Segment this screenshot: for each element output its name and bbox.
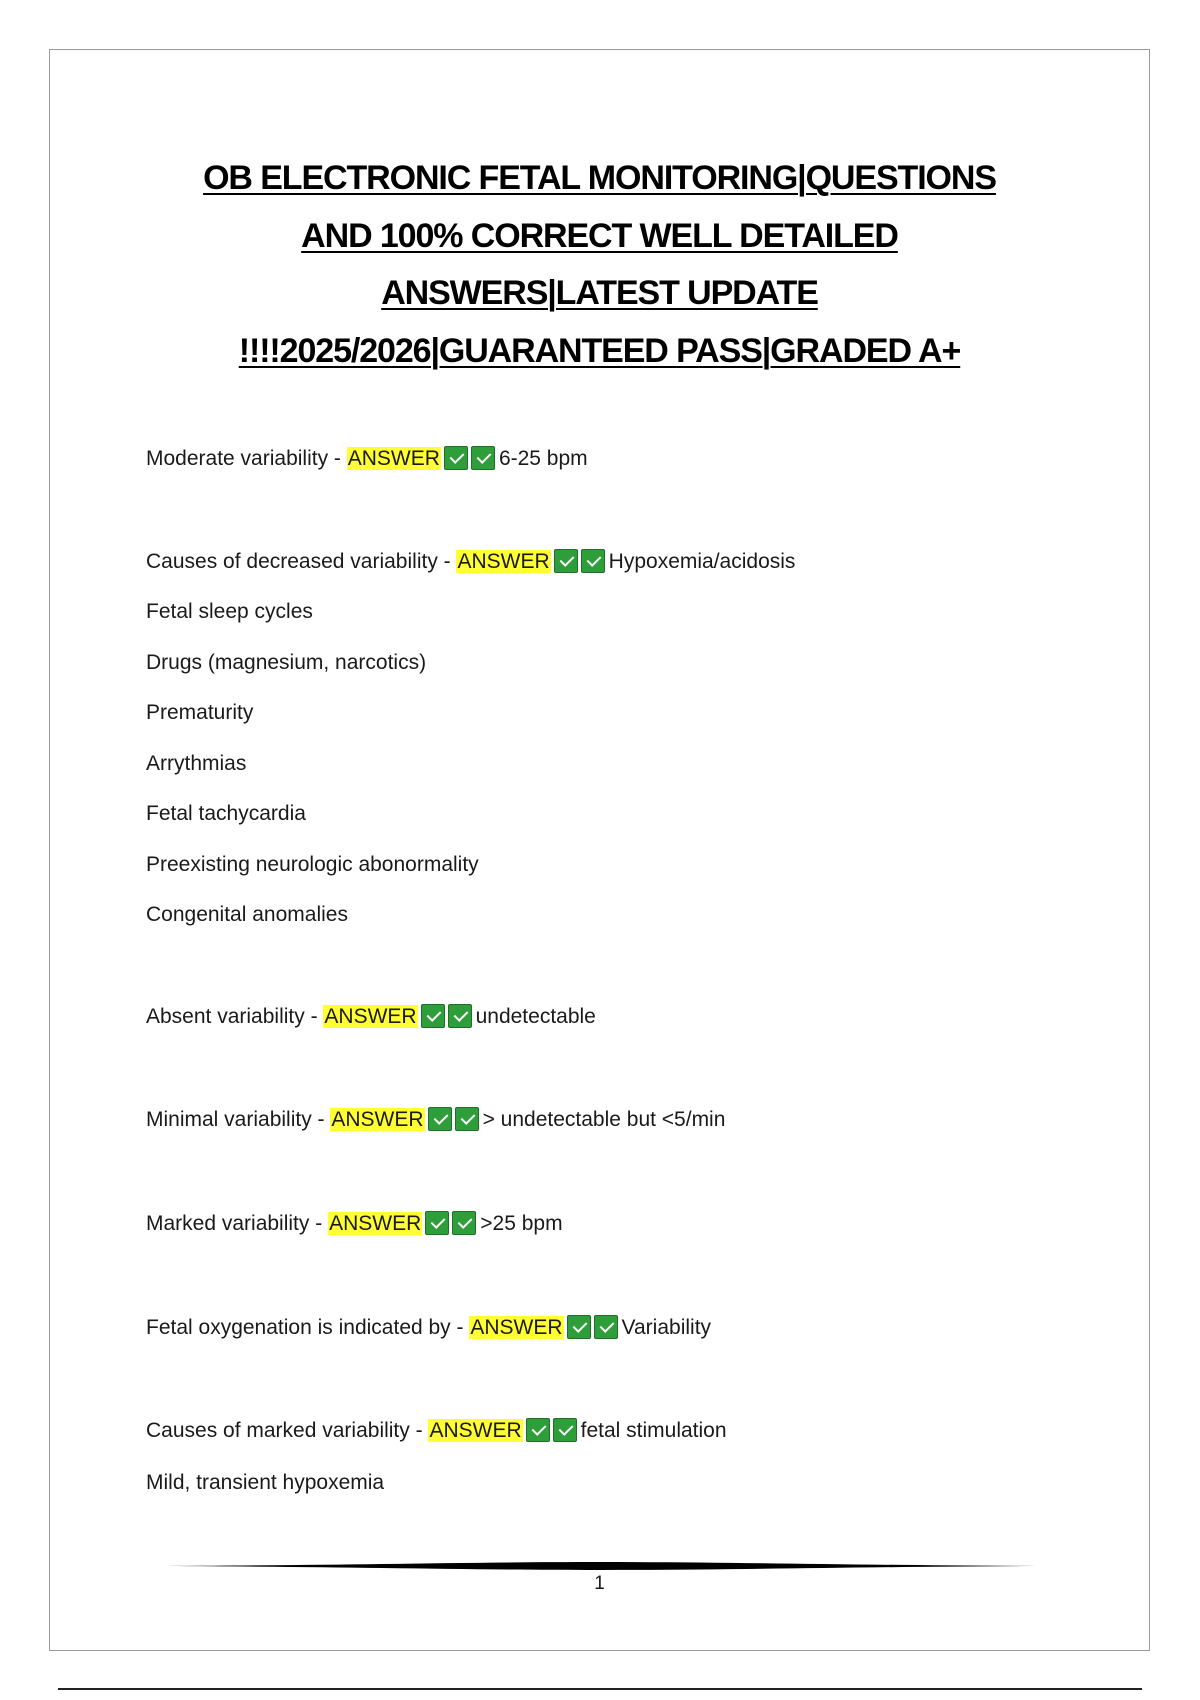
qa-entry <box>146 1106 725 1134</box>
qa-entry <box>146 1417 727 1445</box>
qa-entry <box>146 1314 711 1342</box>
title-line-2: AND 100% CORRECT WELL DETAILED <box>301 216 898 255</box>
question-text: Absent variability - <box>146 1005 324 1028</box>
check-mark-icon <box>455 1107 479 1131</box>
check-mark-icon <box>554 549 578 573</box>
answer-text: > undetectable but <5/min <box>482 1108 726 1131</box>
check-mark-icon <box>471 446 495 470</box>
question-text: Causes of marked variability - <box>146 1419 429 1442</box>
document-page <box>49 49 1150 1651</box>
answer-continuation-line: Fetal tachycardia <box>146 802 306 825</box>
answer-continuation-line: Mild, transient hypoxemia <box>146 1471 385 1494</box>
question-text: Causes of decreased variability - <box>146 550 457 573</box>
answer-text: Variability <box>621 1316 712 1339</box>
answer-text: Hypoxemia/acidosis <box>608 550 796 573</box>
answer-text: undetectable <box>475 1005 596 1028</box>
answer-continuation-line: Drugs (magnesium, narcotics) <box>146 651 427 674</box>
check-mark-icon <box>425 1211 449 1235</box>
answer-text: 6-25 bpm <box>498 447 588 470</box>
document-title <box>50 150 1149 380</box>
check-mark-icon <box>421 1004 445 1028</box>
title-line-3: ANSWERS|LATEST UPDATE <box>381 274 818 312</box>
answer-label: ANSWER <box>470 1316 563 1339</box>
answer-label: ANSWER <box>324 1005 417 1028</box>
answer-text: fetal stimulation <box>580 1419 727 1442</box>
answer-label: ANSWER <box>331 1108 424 1131</box>
answer-label: ANSWER <box>347 447 440 470</box>
answer-text: >25 bpm <box>480 1212 563 1235</box>
check-mark-icon <box>581 549 605 573</box>
check-mark-icon <box>526 1418 550 1442</box>
check-mark-icon <box>553 1418 577 1442</box>
question-text: Minimal variability - <box>146 1108 331 1131</box>
check-mark-icon <box>448 1004 472 1028</box>
question-text: Marked variability - <box>146 1212 329 1235</box>
answer-label: ANSWER <box>457 550 550 573</box>
answer-continuation-line: Prematurity <box>146 701 254 724</box>
answer-label: ANSWER <box>329 1212 422 1235</box>
qa-entry <box>146 445 588 473</box>
answer-continuation-line: Fetal sleep cycles <box>146 600 313 623</box>
next-page-edge <box>58 1688 1142 1690</box>
check-mark-icon <box>428 1107 452 1131</box>
qa-entry <box>146 548 795 576</box>
title-line-4: !!!!2025/2026|GUARANTEED PASS|GRADED A+ <box>238 331 961 370</box>
footer-divider <box>166 1561 1036 1571</box>
check-mark-icon <box>567 1315 591 1339</box>
answer-continuation-line: Arrythmias <box>146 752 247 775</box>
check-mark-icon <box>452 1211 476 1235</box>
question-text: Fetal oxygenation is indicated by - <box>146 1316 470 1339</box>
answer-label: ANSWER <box>429 1419 522 1442</box>
qa-entry <box>146 1210 563 1238</box>
check-mark-icon <box>594 1315 618 1339</box>
title-line-1: OB ELECTRONIC FETAL MONITORING|QUESTIONS <box>203 159 996 197</box>
check-mark-icon <box>444 446 468 470</box>
qa-entry <box>146 1003 596 1031</box>
answer-continuation-line: Congenital anomalies <box>146 903 348 926</box>
question-text: Moderate variability - <box>146 447 347 470</box>
answer-continuation-line: Preexisting neurologic abonormality <box>146 853 479 876</box>
page-number: 1 <box>594 1573 605 1594</box>
